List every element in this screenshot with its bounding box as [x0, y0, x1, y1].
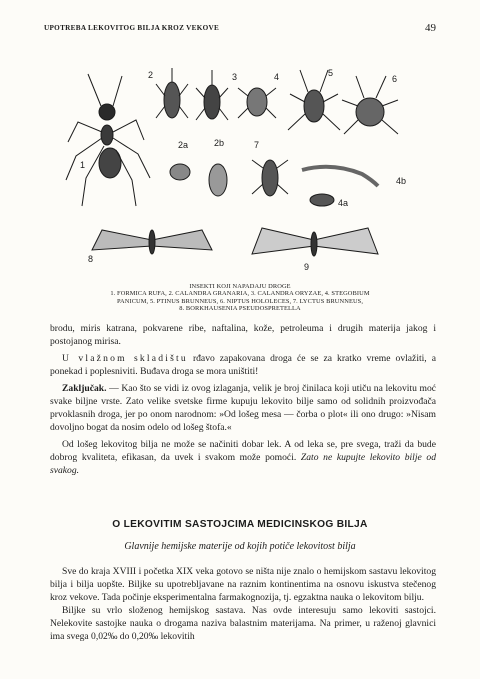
- paragraph: [50, 352, 436, 378]
- paragraph: [50, 438, 436, 477]
- figure-label-5: 5: [328, 68, 334, 78]
- figure-label-4: 4: [274, 72, 280, 82]
- insects-drawing: [52, 60, 428, 288]
- larva-drawing: [170, 164, 190, 180]
- figure-label-2: 2: [148, 70, 154, 80]
- figure-label-8: 8: [88, 254, 94, 264]
- niptus-drawing: [342, 76, 398, 134]
- figure-caption: [40, 283, 440, 313]
- section-title: O LEKOVITIM SASTOJCIMA MEDICINSKOG BILJA: [112, 519, 368, 530]
- paragraph: [50, 382, 436, 434]
- figure-label-7: 7: [254, 140, 260, 150]
- running-head: UPOTREBA LEKOVITOG BILJA KROZ VEKOVE: [44, 24, 220, 32]
- page-number: 49: [425, 22, 436, 34]
- body-text-top: [50, 322, 436, 477]
- larva-4b-drawing: [302, 167, 378, 186]
- beetle-4a-drawing: [310, 194, 334, 206]
- rice-weevil-drawing: [196, 70, 228, 120]
- moth-drawing: [92, 230, 212, 254]
- caption-line: 1. FORMICA RUFA, 2. CALANDRA GRANARIA, 3. CALANDRA ORYZAE, 4. STEGOBIUM: [110, 290, 370, 298]
- paragraph-text: — Kao što se vidi iz ovog izlaganja, velik je broj činilaca koji utiču na lekovitu moć svake biljne vrste. Zato velike svetske firme kupuju lekovito bilje samo od solidnih proizvođača prvoklasnih droga, jer po onom narodnom: »Od lošeg mesa — čorba o plot« ili ono drugo: »Nisam dovoljno bogat da nosim odelo od lošeg štofa.«: [50, 383, 436, 433]
- ant-drawing: [66, 74, 150, 206]
- section-subtitle: Glavnije hemijske materije od kojih potiče lekovitost bilja: [124, 541, 356, 552]
- paragraph-emphasis: Zato ne kupujte lekovito bilje od svakog.: [50, 452, 437, 476]
- figure-label-4a: 4a: [338, 198, 349, 208]
- weevil-drawing: [156, 68, 188, 118]
- conclusion-label: Zaključak.: [62, 383, 107, 394]
- paragraph-text: rđavo zapakovana droga će se za kratko vreme ovlažiti, a ponekad i poplesniviti. Buđava droga se mora uništiti!: [50, 353, 436, 377]
- figure-label-3: 3: [232, 72, 238, 82]
- insect-illustration: [52, 60, 428, 288]
- paragraph-text: Od lošeg lekovitog bilja ne može se načiniti dobar lek. A od leka se, pre svega, traži da bude dobrog kvaliteta, efikasan, da uvek i svakom može pomoći.: [50, 439, 436, 463]
- paragraph: Biljke su vrlo složenog hemijskog sastava. Nas ovde interesuju samo lekoviti sastojci. Nelekovite sastojke nauka o drogama naziva balastnim materijama. Na primer, u raženoj glavnici ima svega 0,02‰ do 0,20‰ lekovitih: [50, 605, 436, 642]
- caption-line: 8. BORKHAUSENIA PSEUDOSPRETELLA: [179, 305, 301, 313]
- body-text-bottom: [50, 565, 436, 643]
- caption-line: PANICUM, 5. PTINUS BRUNNEUS, 6. NIPTUS HOLOLECES, 7. LYCTUS BRUNNEUS,: [116, 297, 364, 305]
- figure-label-1: 1: [80, 160, 86, 170]
- ptinus-drawing: [288, 70, 340, 130]
- figure-label-6: 6: [392, 74, 398, 84]
- page-header: [44, 22, 436, 38]
- figure-label-4b: 4b: [396, 176, 407, 186]
- paragraph: Sve do kraja XVIII i početka XIX veka gotovo se ništa nije znalo o hemijskom sastavu lekovitog bilja i bilja uopšte. Biljke su upotrebljavane na raznim kontinentima na osnovu iskustva stečenog kroz vekove. Tada počinje eksperimentalna farmakognozija, tj. egzaktna nauka o lekovitom bilju.: [50, 566, 436, 603]
- lyctus-drawing: [252, 160, 288, 196]
- figure-label-2b: 2b: [214, 138, 225, 148]
- pupa-drawing: [209, 164, 227, 196]
- figure-label-9: 9: [304, 262, 310, 272]
- moth-2-drawing: [252, 228, 378, 256]
- paragraph: brodu, miris katrana, pokvarene ribe, naftalina, kože, petroleuma i drugih materija jakog i postojanog mirisa.: [50, 323, 436, 347]
- spaced-phrase: U vlažnom skladištu: [62, 353, 188, 364]
- caption-title: INSEKTI KOJI NAPADAJU DROGE: [189, 283, 291, 290]
- figure-label-2a: 2a: [178, 140, 189, 150]
- stegobium-drawing: [238, 88, 276, 118]
